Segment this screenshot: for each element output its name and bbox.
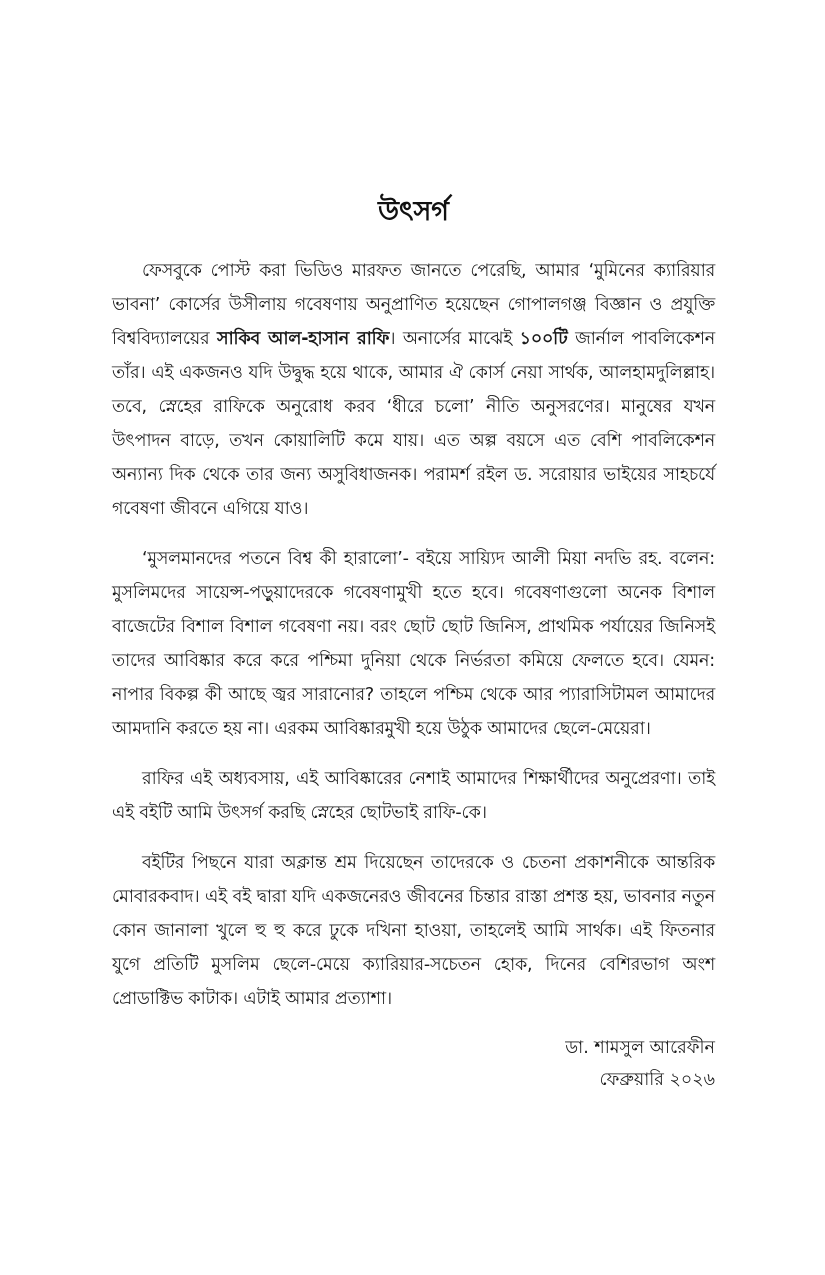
paragraph-text: জার্নাল পাবলিকেশন তাঁর। এই একজনও যদি উদ্বুদ্ধ হয়ে থাকে, আমার ঐ কোর্স নেয়া সার্থক, আলহামদুলিল্লাহ। তবে, স্নেহের রাফিকে অনুরোধ করব ‘ধীরে চলো’ নীতি অনুসরণের। মানুষের যখন উৎপাদন বাড়ে, তখন কোয়ালিটি কমে যায়। এত অল্প বয়সে এত বেশি পাবলিকেশন অন্যান্য দিক থেকে তার জন্য অসুবিধাজনক। পরামর্শ রইল ড. সরোয়ার ভাইয়ের সাহচর্যে গবেষণা জীবনে এগিয়ে যাও। (112, 329, 715, 519)
paragraph-2 (112, 542, 715, 746)
paragraph-3 (112, 762, 715, 830)
highlighted-count: ১০০টি (519, 329, 568, 349)
page-title: উৎসর্গ (378, 196, 449, 227)
paragraph-1 (112, 254, 715, 526)
signature-block (112, 1032, 715, 1096)
paragraph-text: রাফির এই অধ্যবসায়, এই আবিষ্কারের নেশাই আমাদের শিক্ষার্থীদের অনুপ্রেরণা। তাই এই বইটি আমি উৎসর্গ করছি স্নেহের ছোটভাই রাফি-কে। (112, 769, 715, 823)
dedication-page (112, 192, 715, 1096)
paragraph-text: ‘মুসলমানদের পতনে বিশ্ব কী হারালো’- বইয়ে সায়্যিদ আলী মিয়া নদভি রহ. বলেন: মুসলিমদের সায়েন্স-পড়ুয়াদেরকে গবেষণামুখী হতে হবে। গবেষণাগুলো অনেক বিশাল বাজেটের বিশাল বিশাল গবেষণা নয়। বরং ছোট ছোট জিনিস, প্রাথমিক পর্যায়ের জিনিসই তাদের আবিষ্কার করে করে পশ্চিমা দুনিয়া থেকে নির্ভরতা কমিয়ে ফেলতে হবে। যেমন: নাপার বিকল্প কী আছে জ্বর সারানোর? তাহলে পশ্চিম থেকে আর প্যারাসিটামল আমাদের আমদানি করতে হয় না। এরকম আবিষ্কারমুখী হয়ে উঠুক আমাদের ছেলে-মেয়েরা। (112, 549, 716, 739)
highlighted-name: সাকিব আল-হাসান রাফি (217, 329, 390, 349)
signature-date: ফেব্রুয়ারি ২০২৬ (599, 1070, 715, 1090)
paragraph-4 (112, 846, 715, 1016)
paragraph-text: । অনার্সের মাঝেই (389, 329, 520, 349)
paragraph-text: ফেসবুকে পোস্ট করা ভিডিও মারফত জানতে পেরেছি, আমার ‘মুমিনের ক্যারিয়ার ভাবনা’ কোর্সের উসীলায় গবেষণায় অনুপ্রাণিত হয়েছেন গোপালগঞ্জ বিজ্ঞান ও প্রযুক্তি বিশ্ববিদ্যালয়ের (112, 261, 715, 349)
paragraph-text: বইটির পিছনে যারা অক্লান্ত শ্রম দিয়েছেন তাদেরকে ও চেতনা প্রকাশনীকে আন্তরিক মোবারকবাদ। এই বই দ্বারা যদি একজনেরও জীবনের চিন্তার রাস্তা প্রশস্ত হয়, ভাবনার নতুন কোন জানালা খুলে হু হু করে ঢুকে দখিনা হাওয়া, তাহলেই আমি সার্থক। এই ফিতনার যুগে প্রতিটি মুসলিম ছেলে-মেয়ে ক্যারিয়ার-সচেতন হোক, দিনের বেশিরভাগ অংশ প্রোডাক্টিভ কাটাক। এটাই আমার প্রত্যাশা। (112, 853, 715, 1009)
author-name: ডা. শামসুল আরেফীন (565, 1038, 715, 1058)
